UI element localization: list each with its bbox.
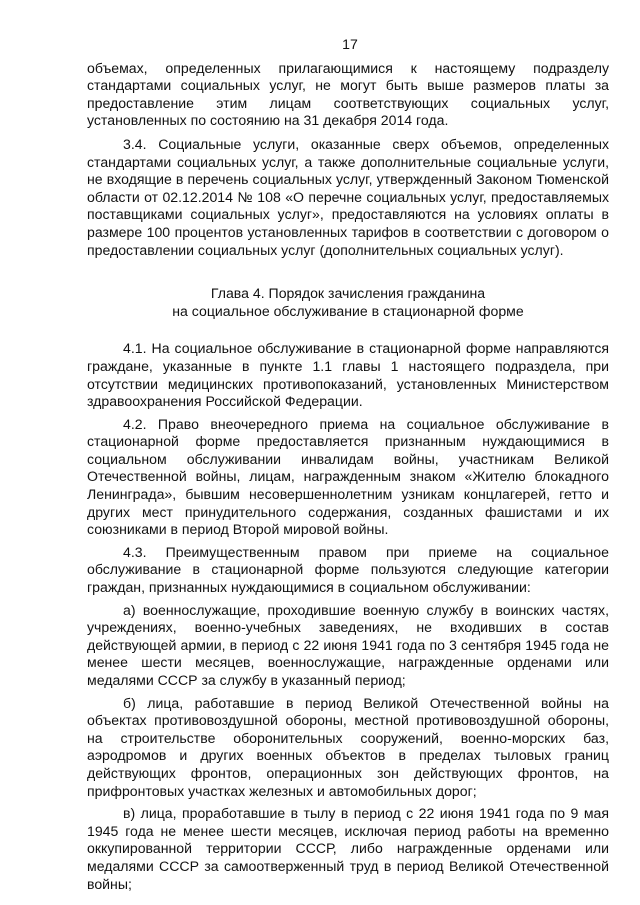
- chapter-title-line-1: Глава 4. Порядок зачисления гражданина: [210, 285, 486, 302]
- paragraph-continuation: объемах, определенных прилагающимися к настоящему подразделу стандартами социальных услуг, не могут быть выше размеров платы за предоставление этим лицам соответствующих социальных услуг, установленных по состоянию на 31 декабря 2014 года.: [87, 59, 609, 129]
- list-item-v: в) лица, проработавшие в тылу в период с 22 июня 1941 года по 9 мая 1945 года не менее шести месяцев, исключая период работы на временно оккупированной территории СССР, либо награжденные орденами или медалями СССР за самоотверженный труд в период Великой Отечественной войны;: [87, 805, 609, 892]
- chapter-heading: [87, 285, 609, 320]
- page-number: 17: [342, 36, 358, 52]
- chapter-title-line-2: на социальное обслуживание в стационарной форме: [172, 302, 524, 319]
- list-item-b: б) лица, работавшие в период Великой Отечественной войны на объектах противовоздушной обороны, местной противовоздушной обороны, на строительстве оборонительных сооружений, военно-морских баз, аэродромов и других военных объектов в пределах тыловых границ действующих фронтов, операционных зон действующих фронтов, на прифронтовых участках железных и автомобильных дорог;: [87, 694, 609, 799]
- paragraph-4-1: 4.1. На социальное обслуживание в стационарной форме направляются граждане, указанные в пункте 1.1 главы 1 настоящего подраздела, при отсутствии медицинских противопоказаний, установленных Министерством здравоохранения Российской Федерации.: [87, 340, 609, 410]
- list-item-a: а) военнослужащие, проходившие военную службу в воинских частях, учреждениях, военно-учебных заведениях, не входивших в состав действующей армии, в период с 22 июня 1941 года по 3 сентября 1945 года не менее шести месяцев, военнослужащие, награжденные орденами или медалями СССР за службу в указанный период;: [87, 601, 609, 688]
- paragraph-4-3: 4.3. Преимущественным правом при приеме на социальное обслуживание в стационарной форме пользуются следующие категории граждан, признанных нуждающимися в социальном обслуживании:: [87, 543, 609, 596]
- paragraph-3-4: 3.4. Социальные услуги, оказанные сверх объемов, определенных стандартами социальных услуг, а также дополнительные социальные услуги, не входящие в перечень социальных услуг, утвержденный Законом Тюменской области от 02.12.2014 № 108 «О перечне социальных услуг, предоставляемых поставщиками социальных услуг», предоставляются на условиях оплаты в размере 100 процентов установленных тарифов в соответствии с договором о предоставлении социальных услуг (дополнительных социальных услуг).: [87, 135, 609, 258]
- document-page: [87, 36, 609, 893]
- paragraph-4-2: 4.2. Право внеочередного приема на социальное обслуживание в стационарной форме предоставляется признанным нуждающимися в социальном обслуживании инвалидам войны, участникам Великой Отечественной войны, лицам, награжденным знаком «Жителю блокадного Ленинграда», бывшим несовершеннолетним узникам концлагерей, гетто и других мест принудительного содержания, созданных фашистами и их союзниками в период Второй мировой войны.: [87, 415, 609, 538]
